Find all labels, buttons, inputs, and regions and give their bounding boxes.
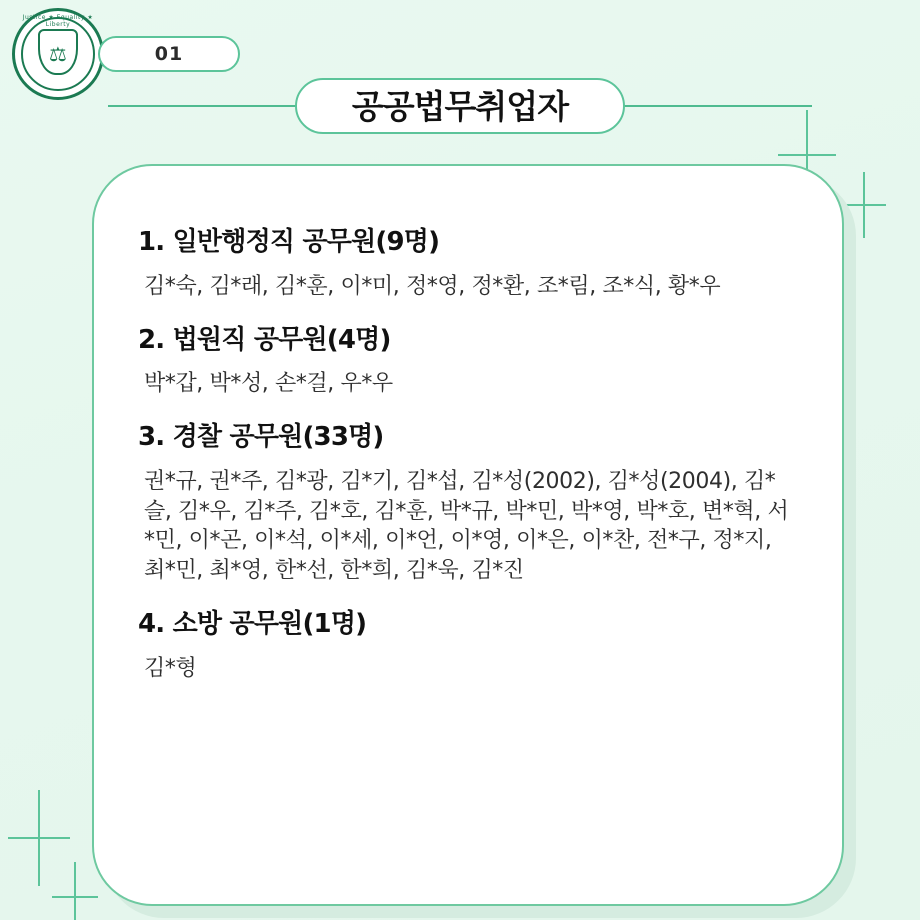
section-names: 김*숙, 김*래, 김*훈, 이*미, 정*영, 정*환, 조*림, 조*식, 황*우 — [144, 273, 721, 299]
list-item — [138, 610, 798, 684]
section-heading: 3. 경찰 공무원(33명) — [138, 422, 384, 453]
scales-of-justice-icon: ⚖ — [49, 42, 67, 66]
content-card — [92, 164, 844, 906]
section-heading: 1. 일반행정직 공무원(9명) — [138, 227, 440, 257]
list-item — [138, 228, 798, 302]
section-names: 박*갑, 박*성, 손*걸, 우*우 — [144, 371, 393, 397]
emblem-arc-text: Justice ★ Equality ★ Liberty — [22, 14, 94, 28]
sparkle-icon — [8, 790, 70, 886]
section-names: 권*규, 권*주, 김*광, 김*기, 김*섭, 김*성(2002), 김*성(2004), 김*슬, 김*우, 김*주, 김*호, 김*훈, 박*규, 박*민, 박*영, 박*호, 변*혁, 서*민, 이*곤, 이*석, 이*세, 이*언, 이*영, 이*은, 이*찬, 전*구, 정*지, 최*민, 최*영, 한*선, 한*희, 김*욱, 김*진 — [144, 469, 789, 584]
page-number-badge: 01 — [98, 36, 240, 72]
section-heading: 2. 법원직 공무원(4명) — [138, 324, 391, 355]
page-title: 공공법무취업자 — [351, 86, 569, 126]
title-band — [0, 78, 920, 134]
list-item — [138, 326, 798, 400]
list-item — [138, 423, 798, 586]
page-title-pill — [295, 78, 625, 134]
sparkle-icon — [52, 862, 98, 920]
section-heading: 4. 소방 공무원(1명) — [138, 608, 367, 639]
section-names: 김*형 — [144, 655, 197, 681]
